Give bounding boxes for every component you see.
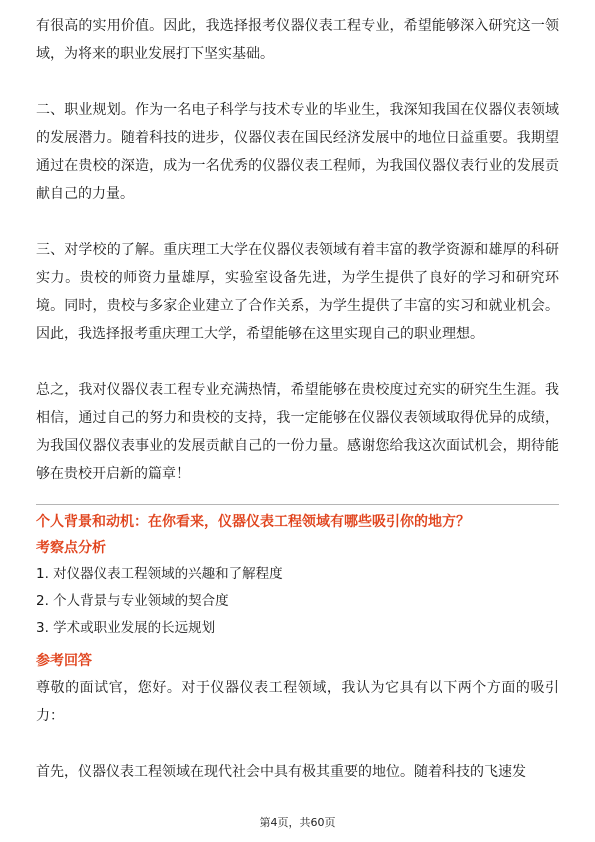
interview-question: 个人背景和动机：在你看来，仪器仪表工程领域有哪些吸引你的地方？ bbox=[36, 514, 470, 530]
section-divider bbox=[36, 504, 559, 505]
analysis-item: 1. 对仪器仪表工程领域的兴趣和了解程度 bbox=[36, 566, 283, 582]
paragraph-conclusion: 总之，我对仪器仪表工程专业充满热情，希望能够在贵校度过充实的研究生生涯。我相信，通过自己的努力和贵校的支持，我一定能够在仪器仪表领域取得优异的成绩，为我国仪器仪表事业的发展贡献自己的一份力量。感谢您给我这次面试机会，期待能够在贵校开启新的篇章！ bbox=[36, 382, 559, 482]
document-page bbox=[36, 12, 559, 786]
answer-heading: 参考回答 bbox=[36, 653, 92, 669]
analysis-item: 2. 个人背景与专业领域的契合度 bbox=[36, 593, 229, 609]
paragraph-continuation: 有很高的实用价值。因此，我选择报考仪器仪表工程专业，希望能够深入研究这一领域，为将来的职业发展打下坚实基础。 bbox=[36, 18, 559, 62]
page-number-footer: 第4页，共60页 bbox=[259, 816, 336, 829]
paragraph-career-plan: 二、职业规划。作为一名电子科学与技术专业的毕业生，我深知我国在仪器仪表领域的发展潜力。随着科技的进步，仪器仪表在国民经济发展中的地位日益重要。我期望通过在贵校的深造，成为一名优秀的仪器仪表工程师，为我国仪器仪表行业的发展贡献自己的力量。 bbox=[36, 102, 559, 202]
analysis-heading: 考察点分析 bbox=[36, 540, 106, 556]
paragraph-school-knowledge: 三、对学校的了解。重庆理工大学在仪器仪表领域有着丰富的教学资源和雄厚的科研实力。贵校的师资力量雄厚，实验室设备先进，为学生提供了良好的学习和研究环境。同时，贵校与多家企业建立了合作关系，为学生提供了丰富的实习和就业机会。因此，我选择报考重庆理工大学，希望能够在这里实现自己的职业理想。 bbox=[36, 242, 559, 342]
answer-intro: 尊敬的面试官，您好。对于仪器仪表工程领域，我认为它具有以下两个方面的吸引力： bbox=[36, 680, 559, 724]
answer-first-point: 首先，仪器仪表工程领域在现代社会中具有极其重要的地位。随着科技的飞速发 bbox=[36, 764, 526, 780]
analysis-item: 3. 学术或职业发展的长远规划 bbox=[36, 620, 216, 636]
